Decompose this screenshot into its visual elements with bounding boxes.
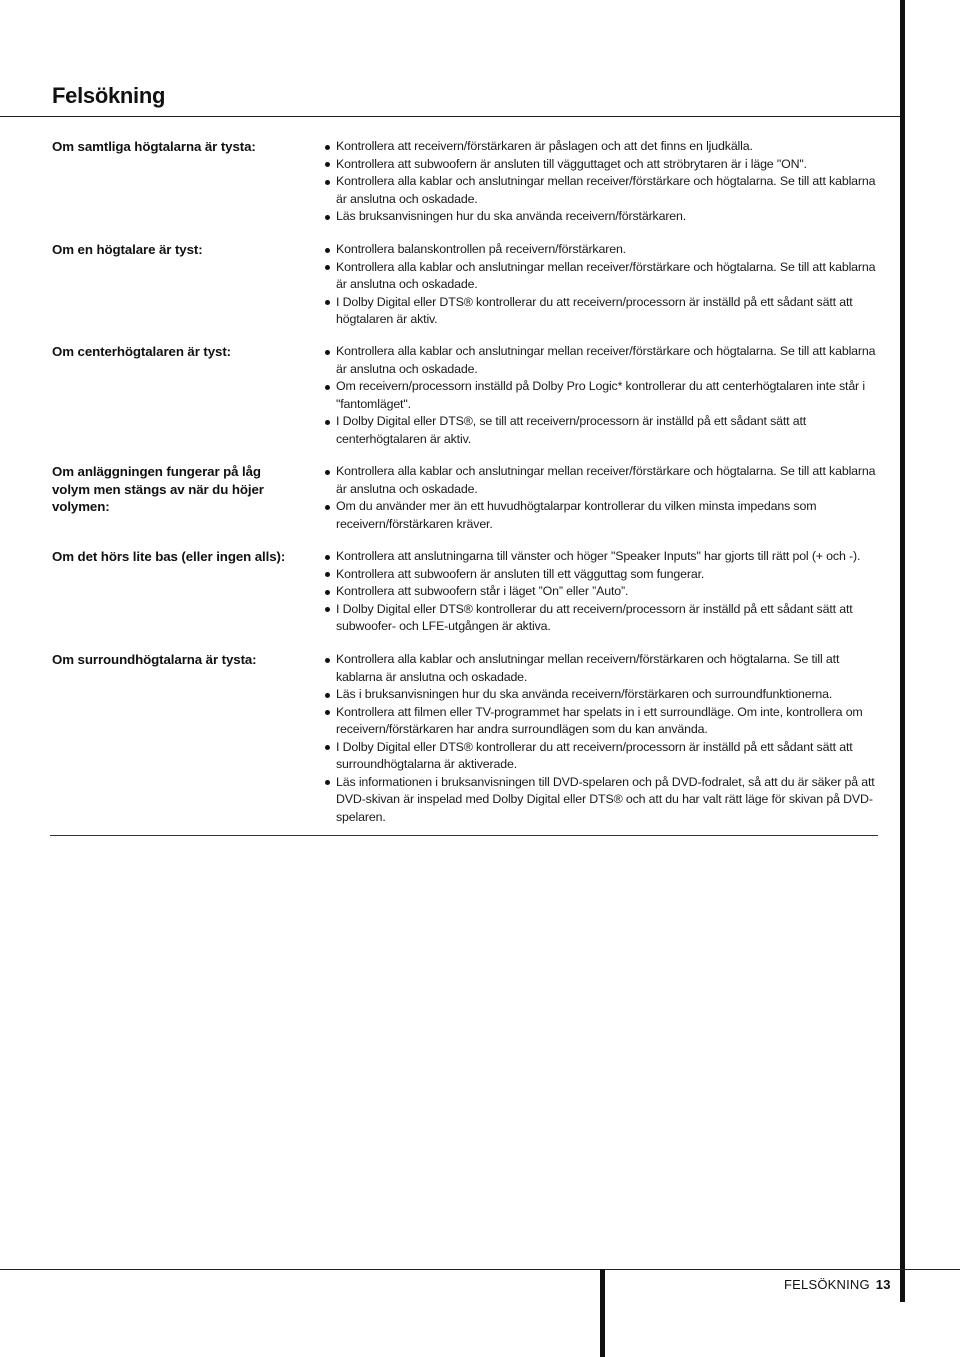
list-item: Kontrollera att subwoofern är ansluten till ett vägguttag som fungerar. <box>322 566 882 584</box>
list-item: Kontrollera att subwoofern är ansluten till vägguttaget och att ströbrytaren är i läge "ON". <box>322 156 882 174</box>
list-item: I Dolby Digital eller DTS® kontrollerar du att receivern/processorn är inställd på ett sådant sätt att högtalaren är aktiv. <box>322 294 882 329</box>
content-end-rule <box>50 835 878 836</box>
section-label: Om det hörs lite bas (eller ingen alls): <box>52 549 286 564</box>
section-label: Om samtliga högtalarna är tysta: <box>52 139 256 154</box>
list-item: Kontrollera alla kablar och anslutningar mellan receiver/förstärkare och högtalarna. Se till att kablarna är anslutna och oskadade. <box>322 343 882 378</box>
list-item: Kontrollera balanskontrollen på receivern/förstärkaren. <box>322 241 882 259</box>
header-rule <box>0 116 904 117</box>
section-label: Om centerhögtalaren är tyst: <box>52 344 231 359</box>
list-item: Kontrollera att receivern/förstärkaren är påslagen och att det finns en ljudkälla. <box>322 138 882 156</box>
page-footer <box>784 1277 891 1292</box>
section-items <box>322 241 882 329</box>
list-item: Kontrollera alla kablar och anslutningar mellan receiver/förstärkare och högtalarna. Se till att kablarna är anslutna och oskadade. <box>322 259 882 294</box>
list-item: Läs informationen i bruksanvisningen till DVD-spelaren och på DVD-fodralet, så att du är säker på att DVD-skivan är inspelad med Dolby Digital eller DTS® och att du har valt rätt läge för skivan på DVD-spelaren. <box>322 774 882 827</box>
section-items <box>322 548 882 636</box>
footer-divider-bar <box>600 1269 605 1357</box>
footer-rule <box>0 1269 960 1270</box>
list-item: I Dolby Digital eller DTS® kontrollerar du att receivern/processorn är inställd på ett sådant sätt att surroundhögtalarna är aktiverade. <box>322 739 882 774</box>
list-item: Kontrollera alla kablar och anslutningar mellan receiver/förstärkare och högtalarna. Se till att kablarna är anslutna och oskadade. <box>322 463 882 498</box>
section-items <box>322 343 882 448</box>
list-item: Kontrollera alla kablar och anslutningar mellan receivern/förstärkaren och högtalarna. Se till att kablarna är anslutna och oskadade. <box>322 651 882 686</box>
list-item: I Dolby Digital eller DTS®, se till att receivern/processorn är inställd på ett sådant sätt att centerhögtalaren är aktiv. <box>322 413 882 448</box>
section-label: Om anläggningen fungerar på låg volym men stängs av när du höjer volymen: <box>52 464 264 514</box>
footer-section-label: FELSÖKNING <box>784 1277 870 1292</box>
list-item: Läs bruksanvisningen hur du ska använda receivern/förstärkaren. <box>322 208 882 226</box>
list-item: Kontrollera att anslutningarna till vänster och höger "Speaker Inputs" har gjorts till rätt pol (+ och -). <box>322 548 882 566</box>
section-items <box>322 138 882 226</box>
section-label: Om en högtalare är tyst: <box>52 242 203 257</box>
list-item: Kontrollera att subwoofern står i läget ”On” eller ”Auto”. <box>322 583 882 601</box>
page-edge-bar <box>900 0 905 1302</box>
page-number: 13 <box>875 1277 891 1292</box>
section-label: Om surroundhögtalarna är tysta: <box>52 652 257 667</box>
list-item: Om du använder mer än ett huvudhögtalarpar kontrollerar du vilken minsta impedans som receivern/förstärkaren kräver. <box>322 498 882 533</box>
list-item: Om receivern/processorn inställd på Dolby Pro Logic* kontrollerar du att centerhögtalaren inte står i "fantomläget". <box>322 378 882 413</box>
list-item: I Dolby Digital eller DTS® kontrollerar du att receivern/processorn är inställd på ett sådant sätt att subwoofer- och LFE-utgången är aktiva. <box>322 601 882 636</box>
section-items <box>322 463 882 533</box>
list-item: Kontrollera att filmen eller TV-programmet har spelats in i ett surroundläge. Om inte, kontrollera om receivern/förstärkaren har andra surroundlägen som du kan använda. <box>322 704 882 739</box>
page-title: Felsökning <box>52 83 166 108</box>
list-item: Läs i bruksanvisningen hur du ska använda receivern/förstärkaren och surroundfunktionerna. <box>322 686 882 704</box>
section-items <box>322 651 882 826</box>
list-item: Kontrollera alla kablar och anslutningar mellan receiver/förstärkare och högtalarna. Se till att kablarna är anslutna och oskadade. <box>322 173 882 208</box>
